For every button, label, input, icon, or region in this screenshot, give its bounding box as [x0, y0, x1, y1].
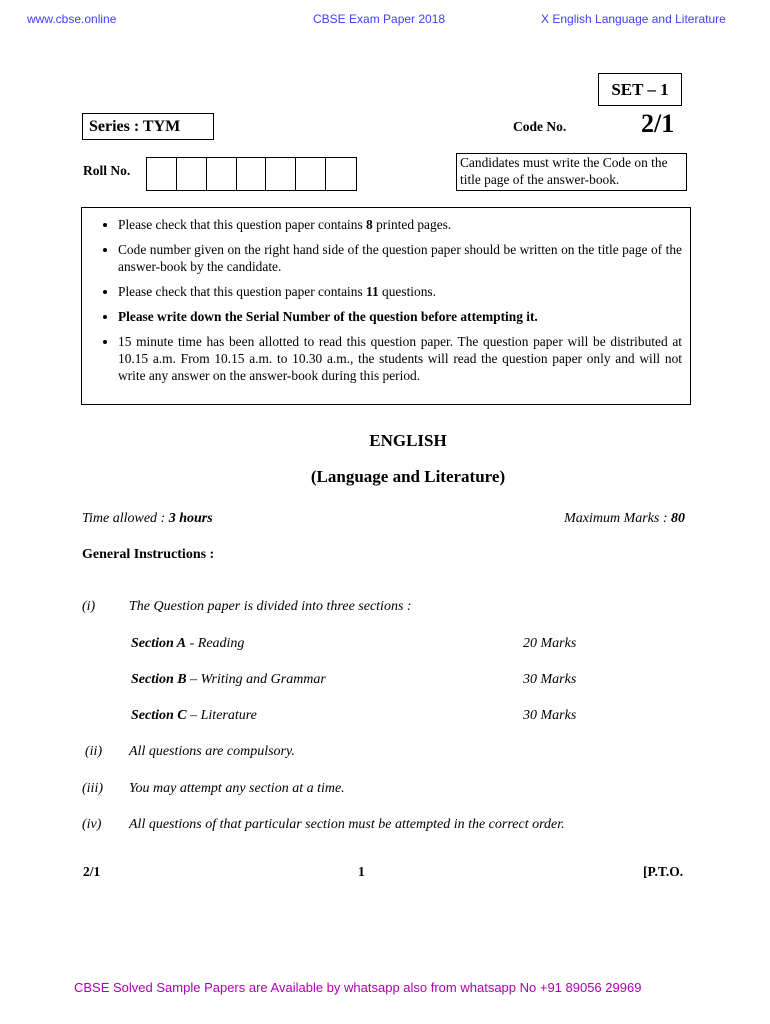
- bottom-whatsapp-note: CBSE Solved Sample Papers are Available by whatsapp also from whatsapp No +91 89056 29969: [74, 980, 642, 995]
- note-item: [118, 333, 682, 384]
- time-allowed: [82, 511, 213, 527]
- section-c: [131, 708, 257, 724]
- note-text: Please check that this question paper contains: [118, 217, 367, 232]
- section-b-marks: 30 Marks: [523, 672, 577, 687]
- note-text: 15 minute time has been allotted to read this question paper. The question paper will be distributed at 10.15 a.m. From 10.15 a.m. to 10.30 a.m., the students will read the question paper only and will not write any answer on the answer-book during this period.: [118, 334, 682, 383]
- note-item: [118, 241, 682, 275]
- section-c-name: Section C: [131, 708, 187, 723]
- note-text: Please check that this question paper contains: [118, 284, 367, 299]
- note-bold-text: 8: [366, 217, 373, 232]
- section-a: [131, 636, 244, 652]
- time-label: Time allowed :: [82, 511, 169, 526]
- note-text: Code number given on the right hand side of the question paper should be written on the title page of the answer-book by the candidate.: [118, 242, 682, 274]
- series-box: Series : TYM: [82, 113, 214, 140]
- instruction-i-text: The Question paper is divided into three sections :: [129, 599, 412, 614]
- section-c-desc: – Literature: [186, 708, 257, 723]
- header-website: www.cbse.online: [27, 12, 117, 26]
- instruction-i-number: (i): [82, 599, 96, 614]
- marks-value: 80: [671, 511, 685, 526]
- roll-cell: [207, 158, 237, 190]
- note-bold-text: Please write down the Serial Number of the question before attempting it.: [118, 309, 538, 324]
- footer-pto: [P.T.O.: [643, 864, 684, 879]
- instruction-iii-text: You may attempt any section at a time.: [129, 781, 345, 796]
- instruction-iv-number: (iv): [82, 817, 102, 832]
- instruction-iii-number: (iii): [82, 781, 103, 796]
- footer-page-number: 1: [358, 864, 365, 879]
- roll-number-boxes: [146, 157, 357, 191]
- note-text: questions.: [378, 284, 436, 299]
- header-paper-title: CBSE Exam Paper 2018: [313, 12, 446, 26]
- section-b-name: Section B: [131, 672, 187, 687]
- time-value: 3 hours: [168, 511, 213, 526]
- section-c-marks: 30 Marks: [523, 708, 577, 723]
- section-a-desc: - Reading: [186, 636, 245, 651]
- code-label: Code No.: [513, 119, 567, 134]
- subject-subtitle: (Language and Literature): [310, 467, 506, 486]
- roll-cell: [177, 158, 207, 190]
- instruction-ii-text: All questions are compulsory.: [129, 744, 295, 759]
- section-a-marks: 20 Marks: [523, 636, 577, 651]
- note-item: [118, 308, 682, 325]
- note-item: [118, 283, 682, 300]
- note-text: printed pages.: [372, 217, 452, 232]
- roll-label: Roll No.: [83, 163, 131, 178]
- subject-title: ENGLISH: [369, 431, 447, 450]
- roll-cell: [326, 158, 356, 190]
- notes-box: [81, 207, 691, 405]
- instruction-ii-number: (ii): [85, 744, 103, 759]
- code-value: 2/1: [641, 109, 675, 138]
- section-b-desc: – Writing and Grammar: [186, 672, 326, 687]
- roll-cell: [147, 158, 177, 190]
- header-subject: X English Language and Literature: [541, 12, 726, 26]
- roll-cell: [237, 158, 267, 190]
- roll-cell: [296, 158, 326, 190]
- maximum-marks: [564, 511, 685, 527]
- set-box: SET – 1: [598, 73, 682, 106]
- marks-label: Maximum Marks :: [564, 511, 671, 526]
- instruction-iv-text: All questions of that particular section must be attempted in the correct order.: [129, 817, 565, 832]
- notes-list: [82, 216, 682, 384]
- section-a-name: Section A: [131, 636, 187, 651]
- roll-cell: [266, 158, 296, 190]
- candidates-note: Candidates must write the Code on the title page of the answer-book.: [456, 153, 687, 191]
- note-item: [118, 216, 682, 233]
- general-instructions-heading: General Instructions :: [82, 547, 215, 562]
- section-b: [131, 672, 326, 688]
- footer-code: 2/1: [83, 864, 101, 879]
- note-bold-text: 11: [366, 284, 379, 299]
